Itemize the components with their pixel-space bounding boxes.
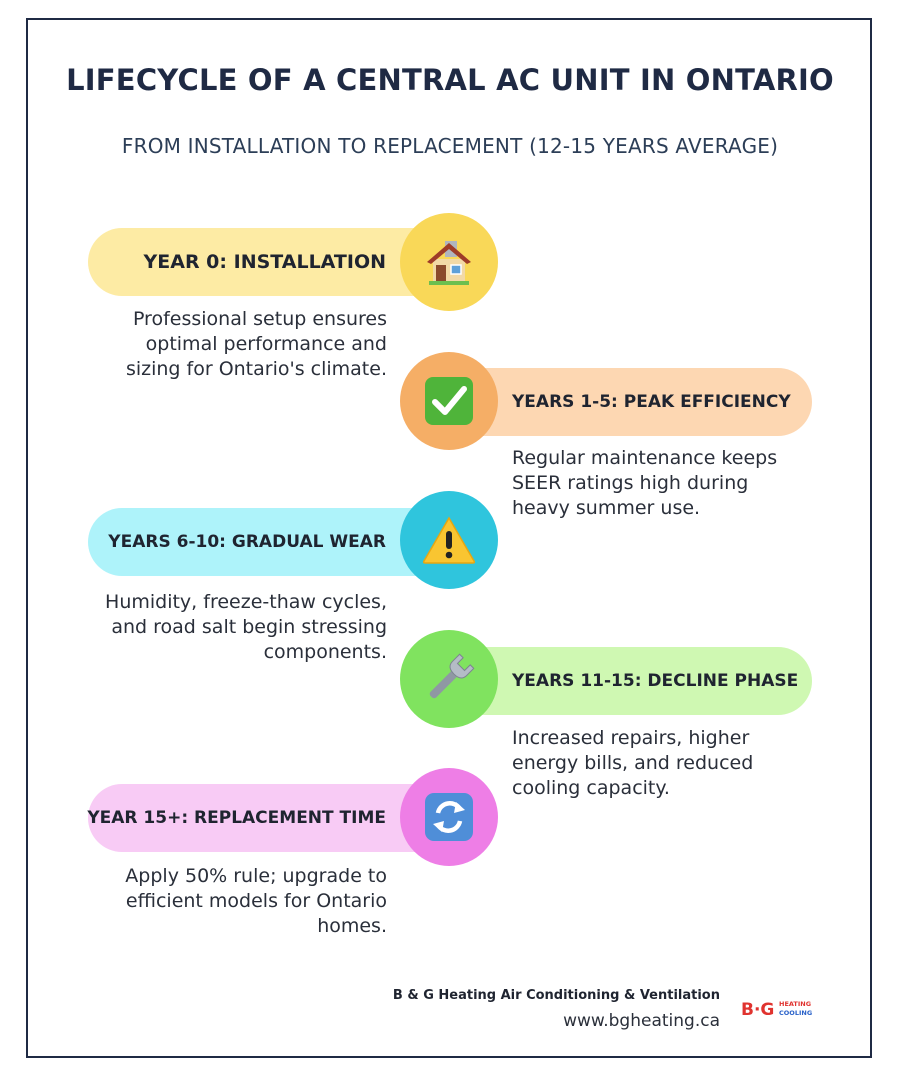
stage-circle-replacement-time [400, 768, 498, 866]
stage-description: Apply 50% rule; upgrade to efficient models for Ontario homes. [125, 865, 387, 937]
stage-label: YEAR 15+: REPLACEMENT TIME [87, 808, 386, 828]
refresh-icon [423, 791, 475, 843]
stage-circle-installation [400, 213, 498, 311]
logo-line2-text: COOLING [779, 1009, 812, 1017]
stage-circle-gradual-wear [400, 491, 498, 589]
logo-main-text: B·G [741, 1000, 775, 1020]
stage-description: Increased repairs, higher energy bills, and reduced cooling capacity. [512, 727, 754, 799]
stage-label: YEARS 6-10: GRADUAL WEAR [108, 532, 386, 552]
footer-website-link[interactable]: www.bgheating.ca [563, 1011, 720, 1031]
company-logo [740, 994, 812, 1024]
stage-description: Regular maintenance keeps SEER ratings high during heavy summer use. [512, 447, 778, 519]
page-title: LIFECYCLE OF A CENTRAL AC UNIT IN ONTARIO [66, 63, 834, 97]
house-icon [424, 237, 474, 287]
wrench-icon [422, 652, 476, 706]
stage-description: Professional setup ensures optimal performance and sizing for Ontario's climate. [125, 308, 387, 380]
footer-company-name: B & G Heating Air Conditioning & Ventilation [392, 988, 720, 1003]
stage-label: YEARS 1-5: PEAK EFFICIENCY [512, 392, 791, 412]
stage-circle-peak-efficiency [400, 352, 498, 450]
check-mark-icon [423, 375, 475, 427]
stage-circle-decline-phase [400, 630, 498, 728]
stage-description: Humidity, freeze-thaw cycles, and road salt begin stressing components. [105, 591, 387, 663]
logo-line1-text: HEATING [779, 1000, 812, 1008]
warning-icon [421, 515, 477, 565]
stage-label: YEARS 11-15: DECLINE PHASE [512, 671, 799, 691]
page-subtitle: FROM INSTALLATION TO REPLACEMENT (12-15 YEARS AVERAGE) [121, 134, 779, 158]
stage-label: YEAR 0: INSTALLATION [143, 251, 386, 273]
